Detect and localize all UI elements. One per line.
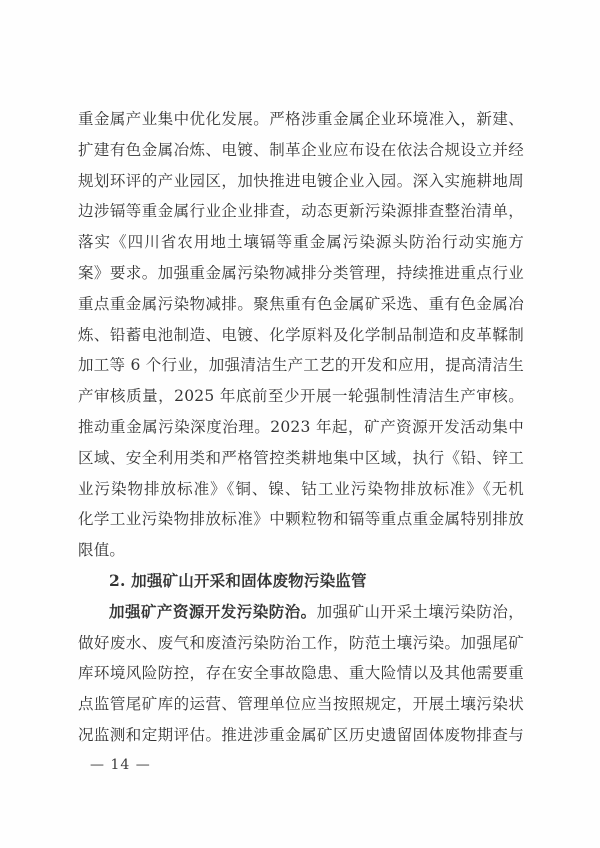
page-number: — 14 —: [90, 757, 151, 773]
paragraph-line: 规划环评的产业园区，加快推进电镀企业入园。深入实施耕地周: [78, 171, 524, 190]
paragraph-line: 做好废水、废气和废渣污染防治工作，防范土壤污染。加强尾矿: [78, 633, 524, 652]
paragraph-line: 扩建有色金属冶炼、电镀、制革企业应布设在依法合规设立并经: [78, 140, 524, 159]
paragraph-last-line: 限值。: [78, 541, 126, 560]
paragraph-line: 炼、铅蓄电池制造、电镀、化学原料及化学制品制造和皮革鞣制: [78, 325, 524, 344]
paragraph-line: 落实《四川省农用地土壤镉等重金属污染源头防治行动实施方: [78, 233, 524, 252]
paragraph-line: 化学工业污染物排放标准》中颗粒物和镉等重点重金属特别排放: [78, 510, 524, 529]
paragraph-line: 况监测和定期评估。推进涉重金属矿区历史遗留固体废物排查与: [78, 725, 524, 744]
section-heading: 2. 加强矿山开采和固体废物污染监管: [109, 570, 367, 590]
paragraph-line: 边涉镉等重金属行业企业排查，动态更新污染源排查整治清单，: [78, 202, 524, 221]
paragraph-line: 案》要求。加强重金属污染物减排分类管理，持续推进重点行业: [78, 263, 524, 282]
paragraph-line: 点监管尾矿库的运营、管理单位应当按照规定，开展土壤污染状: [78, 695, 524, 714]
paragraph-text: 加强矿山开采土壤污染防治，: [316, 602, 524, 621]
paragraph-line: 库环境风险防控，存在安全事故隐患、重大险情以及其他需要重: [78, 664, 524, 683]
paragraph-line: 重点重金属污染物减排。聚焦重有色金属矿采选、重有色金属冶: [78, 294, 524, 313]
paragraph-line: 推动重金属污染深度治理。2023 年起，矿产资源开发活动集中: [78, 417, 524, 436]
paragraph-line: [78, 597, 524, 628]
paragraph-line: 产审核质量，2025 年底前至少开展一轮强制性清洁生产审核。: [78, 387, 524, 406]
paragraph-line: 业污染物排放标准》《铜、镍、钴工业污染物排放标准》《无机: [78, 479, 524, 498]
paragraph-line: 重金属产业集中优化发展。严格涉重金属企业环境准入，新建、: [78, 110, 524, 128]
paragraph-lead-bold: 加强矿产资源开发污染防治。: [109, 601, 317, 621]
paragraph-line: 区域、安全利用类和严格管控类耕地集中区域，执行《铅、锌工: [78, 448, 524, 467]
document-body: [78, 104, 524, 751]
paragraph-line: 加工等 6 个行业，加强清洁生产工艺的开发和应用，提高清洁生: [78, 356, 524, 375]
